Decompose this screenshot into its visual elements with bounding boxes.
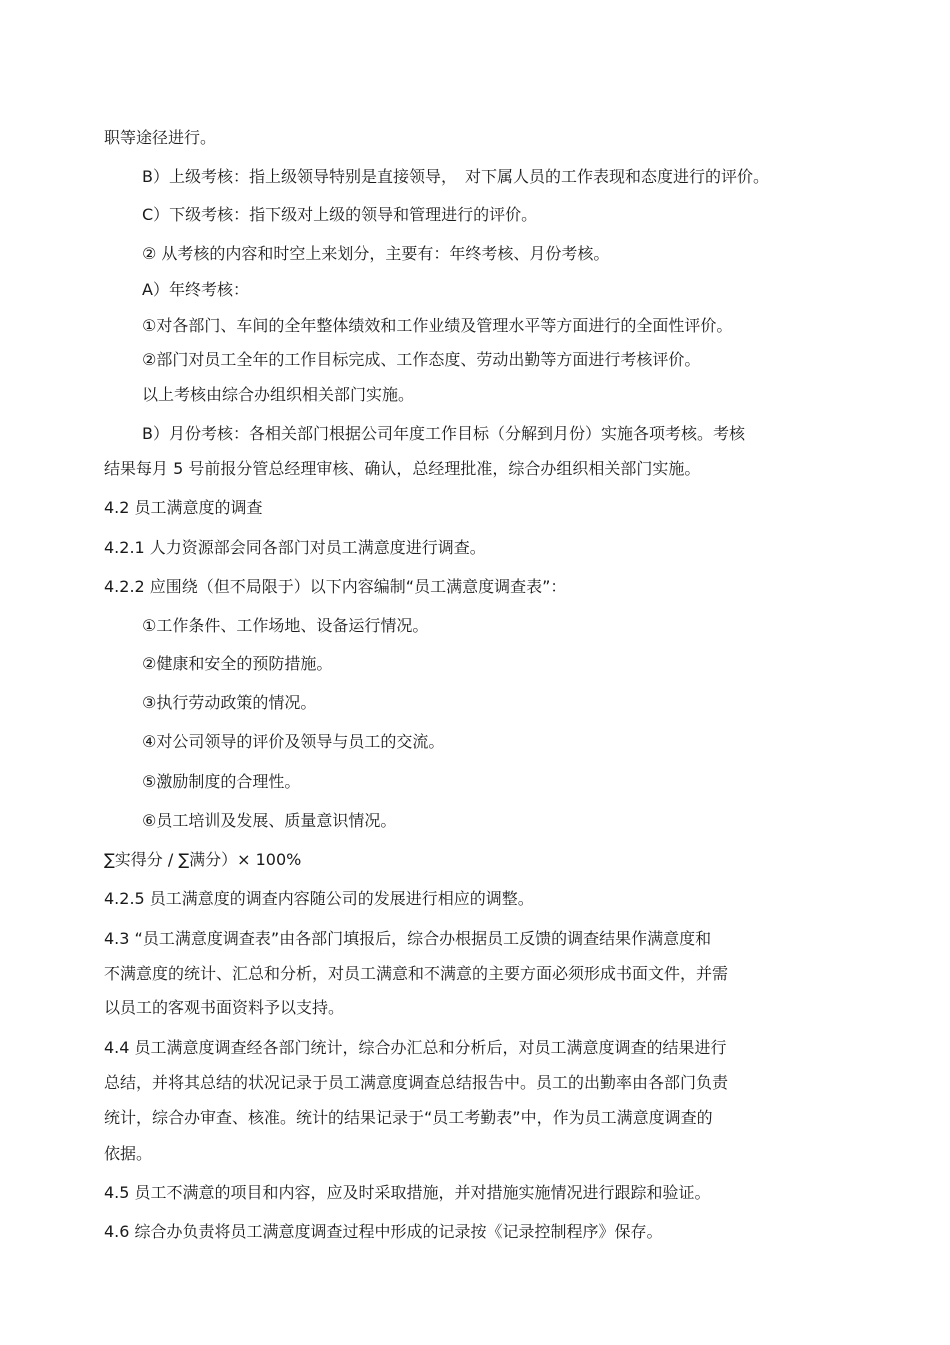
text-line: 总结，并将其总结的状况记录于员工满意度调查总结报告中。员工的出勤率由各部门负责 — [104, 1073, 729, 1092]
text-line: 结果每月 5 号前报分管总经理审核、确认，总经理批准，综合办组织相关部门实施。 — [104, 459, 701, 478]
formula-line: ∑实得分 / ∑满分）× 100% — [104, 850, 302, 869]
text-line: ②部门对员工全年的工作目标完成、工作态度、劳动出勤等方面进行考核评价。 — [142, 350, 701, 369]
text-line: 4.2.1 人力资源部会同各部门对员工满意度进行调查。 — [104, 538, 486, 557]
list-item: ④对公司领导的评价及领导与员工的交流。 — [142, 732, 445, 751]
text-line: 4.5 员工不满意的项目和内容，应及时采取措施，并对措施实施情况进行跟踪和验证。 — [104, 1183, 711, 1202]
text-line: 4.2.5 员工满意度的调查内容随公司的发展进行相应的调整。 — [104, 889, 534, 908]
text-line: 不满意度的统计、汇总和分析，对员工满意和不满意的主要方面必须形成书面文件，并需 — [104, 964, 729, 983]
list-item: ②健康和安全的预防措施。 — [142, 654, 333, 673]
text-line: 统计，综合办审查、核准。统计的结果记录于“员工考勤表”中，作为员工满意度调查的 — [104, 1108, 713, 1127]
list-item: ③执行劳动政策的情况。 — [142, 693, 317, 712]
text-line: 4.2.2 应围绕（但不局限于）以下内容编制“员工满意度调查表”： — [104, 577, 567, 596]
list-item: ⑤激励制度的合理性。 — [142, 772, 301, 791]
text-line: B）月份考核：各相关部门根据公司年度工作目标（分解到月份）实施各项考核。考核 — [142, 424, 745, 443]
text-line: ①对各部门、车间的全年整体绩效和工作业绩及管理水平等方面进行的全面性评价。 — [142, 316, 733, 335]
text-line: 以上考核由综合办组织相关部门实施。 — [142, 385, 415, 404]
text-line: B）上级考核：指上级领导特别是直接领导， 对下属人员的工作表现和态度进行的评价。 — [142, 167, 769, 186]
text-line: C）下级考核：指下级对上级的领导和管理进行的评价。 — [142, 205, 538, 224]
text-line: 依据。 — [104, 1144, 153, 1163]
text-line: ② 从考核的内容和时空上来划分，主要有：年终考核、月份考核。 — [142, 244, 610, 263]
section-heading: 4.2 员工满意度的调查 — [104, 498, 263, 517]
text-line: 以员工的客观书面资料予以支持。 — [104, 998, 345, 1017]
text-line: 4.3 “员工满意度调查表”由各部门填报后，综合办根据员工反馈的调查结果作满意度和 — [104, 929, 712, 948]
text-line: A）年终考核： — [142, 280, 249, 299]
text-line: 4.6 综合办负责将员工满意度调查过程中形成的记录按《记录控制程序》保存。 — [104, 1222, 663, 1241]
list-item: ①工作条件、工作场地、设备运行情况。 — [142, 616, 429, 635]
text-line: 职等途径进行。 — [104, 128, 217, 147]
list-item: ⑥员工培训及发展、质量意识情况。 — [142, 811, 397, 830]
text-line: 4.4 员工满意度调查经各部门统计，综合办汇总和分析后，对员工满意度调查的结果进行 — [104, 1038, 727, 1057]
